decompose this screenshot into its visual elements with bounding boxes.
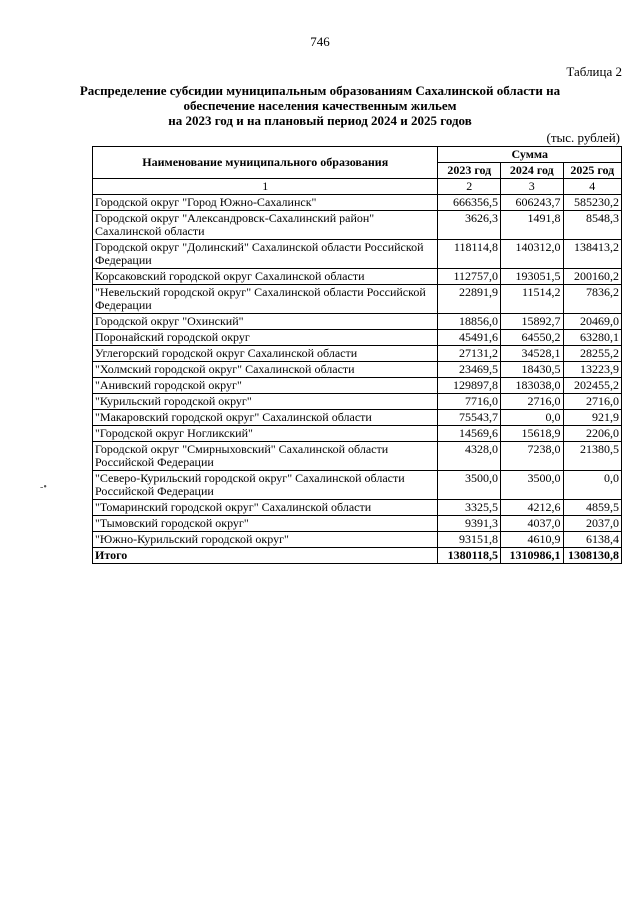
municipality-name: "Анивский городской округ" — [93, 378, 438, 394]
value-2024: 0,0 — [501, 410, 564, 426]
header-year-2024: 2024 год — [501, 163, 564, 179]
value-2024: 183038,0 — [501, 378, 564, 394]
title-line-3: на 2023 год и на плановый период 2024 и 2025 годов — [168, 113, 472, 128]
subsidy-table — [92, 146, 622, 564]
value-2025: 202455,2 — [563, 378, 621, 394]
table-row — [93, 269, 622, 285]
municipality-name: "Северо-Курильский городской округ" Сахалинской области Российской Федерации — [93, 471, 438, 500]
margin-mark: -• — [40, 482, 47, 493]
value-2023: 75543,7 — [438, 410, 501, 426]
value-2023: 45491,6 — [438, 330, 501, 346]
value-2023: 14569,6 — [438, 426, 501, 442]
municipality-name: Городской округ "Охинский" — [93, 314, 438, 330]
value-2024: 193051,5 — [501, 269, 564, 285]
municipality-name: Корсаковский городской округ Сахалинской области — [93, 269, 438, 285]
value-2024: 606243,7 — [501, 195, 564, 211]
municipality-name: Городской округ "Долинский" Сахалинской области Российской Федерации — [93, 240, 438, 269]
value-2024: 140312,0 — [501, 240, 564, 269]
table-row — [93, 240, 622, 269]
total-2025: 1308130,8 — [563, 548, 621, 564]
value-2024: 18430,5 — [501, 362, 564, 378]
table-row — [93, 471, 622, 500]
table-row — [93, 195, 622, 211]
table-row — [93, 442, 622, 471]
document-title — [70, 83, 570, 128]
value-2025: 585230,2 — [563, 195, 621, 211]
value-2025: 2037,0 — [563, 516, 621, 532]
header-year-2023: 2023 год — [438, 163, 501, 179]
total-label: Итого — [93, 548, 438, 564]
value-2023: 3325,5 — [438, 500, 501, 516]
value-2023: 23469,5 — [438, 362, 501, 378]
column-index: 1 — [93, 179, 438, 195]
value-2025: 7836,2 — [563, 285, 621, 314]
municipality-name: Поронайский городской округ — [93, 330, 438, 346]
value-2025: 20469,0 — [563, 314, 621, 330]
value-2025: 2206,0 — [563, 426, 621, 442]
municipality-name: "Холмский городской округ" Сахалинской области — [93, 362, 438, 378]
value-2024: 4610,9 — [501, 532, 564, 548]
title-line-2: обеспечение населения качественным жильем — [183, 98, 457, 113]
municipality-name: "Городской округ Ногликский" — [93, 426, 438, 442]
units-label: (тыс. рублей) — [546, 130, 620, 145]
value-2023: 129897,8 — [438, 378, 501, 394]
title-line-1: Распределение субсидии муниципальным образованиям Сахалинской области на — [79, 83, 561, 98]
municipality-name: "Томаринский городской округ" Сахалинской области — [93, 500, 438, 516]
value-2025: 4859,5 — [563, 500, 621, 516]
value-2023: 118114,8 — [438, 240, 501, 269]
value-2023: 9391,3 — [438, 516, 501, 532]
value-2025: 2716,0 — [563, 394, 621, 410]
total-2024: 1310986,1 — [501, 548, 564, 564]
value-2025: 0,0 — [563, 471, 621, 500]
table-row — [93, 426, 622, 442]
municipality-name: "Курильский городской округ" — [93, 394, 438, 410]
municipality-name: "Макаровский городской округ" Сахалинской области — [93, 410, 438, 426]
table-row — [93, 394, 622, 410]
table-label: Таблица 2 — [566, 64, 622, 79]
table-row — [93, 378, 622, 394]
value-2023: 3626,3 — [438, 211, 501, 240]
value-2023: 7716,0 — [438, 394, 501, 410]
value-2024: 7238,0 — [501, 442, 564, 471]
value-2025: 8548,3 — [563, 211, 621, 240]
value-2024: 34528,1 — [501, 346, 564, 362]
header-sum: Сумма — [438, 147, 622, 163]
table-row — [93, 211, 622, 240]
value-2025: 6138,4 — [563, 532, 621, 548]
value-2023: 18856,0 — [438, 314, 501, 330]
value-2023: 112757,0 — [438, 269, 501, 285]
total-2023: 1380118,5 — [438, 548, 501, 564]
value-2025: 200160,2 — [563, 269, 621, 285]
table-row — [93, 314, 622, 330]
value-2025: 21380,5 — [563, 442, 621, 471]
page-number: 746 — [310, 34, 330, 49]
header-name: Наименование муниципального образования — [93, 147, 438, 179]
table-row — [93, 346, 622, 362]
value-2023: 666356,5 — [438, 195, 501, 211]
table-row — [93, 516, 622, 532]
value-2023: 4328,0 — [438, 442, 501, 471]
column-index-row — [93, 179, 622, 195]
value-2024: 64550,2 — [501, 330, 564, 346]
table-row — [93, 532, 622, 548]
municipality-name: Городской округ "Смирныховский" Сахалинской области Российской Федерации — [93, 442, 438, 471]
value-2024: 1491,8 — [501, 211, 564, 240]
value-2023: 93151,8 — [438, 532, 501, 548]
value-2023: 22891,9 — [438, 285, 501, 314]
table-row — [93, 285, 622, 314]
value-2025: 13223,9 — [563, 362, 621, 378]
municipality-name: "Тымовский городской округ" — [93, 516, 438, 532]
value-2025: 63280,1 — [563, 330, 621, 346]
table-row — [93, 362, 622, 378]
municipality-name: Городской округ "Город Южно-Сахалинск" — [93, 195, 438, 211]
table-row — [93, 500, 622, 516]
value-2025: 28255,2 — [563, 346, 621, 362]
value-2024: 4212,6 — [501, 500, 564, 516]
table-row — [93, 330, 622, 346]
value-2024: 11514,2 — [501, 285, 564, 314]
header-row — [93, 147, 622, 163]
column-index: 3 — [501, 179, 564, 195]
municipality-name: "Южно-Курильский городской округ" — [93, 532, 438, 548]
value-2023: 3500,0 — [438, 471, 501, 500]
value-2024: 2716,0 — [501, 394, 564, 410]
value-2025: 138413,2 — [563, 240, 621, 269]
value-2025: 921,9 — [563, 410, 621, 426]
value-2024: 15618,9 — [501, 426, 564, 442]
value-2024: 4037,0 — [501, 516, 564, 532]
total-row — [93, 548, 622, 564]
column-index: 2 — [438, 179, 501, 195]
column-index: 4 — [563, 179, 621, 195]
value-2024: 15892,7 — [501, 314, 564, 330]
municipality-name: "Невельский городской округ" Сахалинской области Российской Федерации — [93, 285, 438, 314]
value-2023: 27131,2 — [438, 346, 501, 362]
header-year-2025: 2025 год — [563, 163, 621, 179]
municipality-name: Городской округ "Александровск-Сахалинский район" Сахалинской области — [93, 211, 438, 240]
value-2024: 3500,0 — [501, 471, 564, 500]
municipality-name: Углегорский городской округ Сахалинской области — [93, 346, 438, 362]
table-row — [93, 410, 622, 426]
